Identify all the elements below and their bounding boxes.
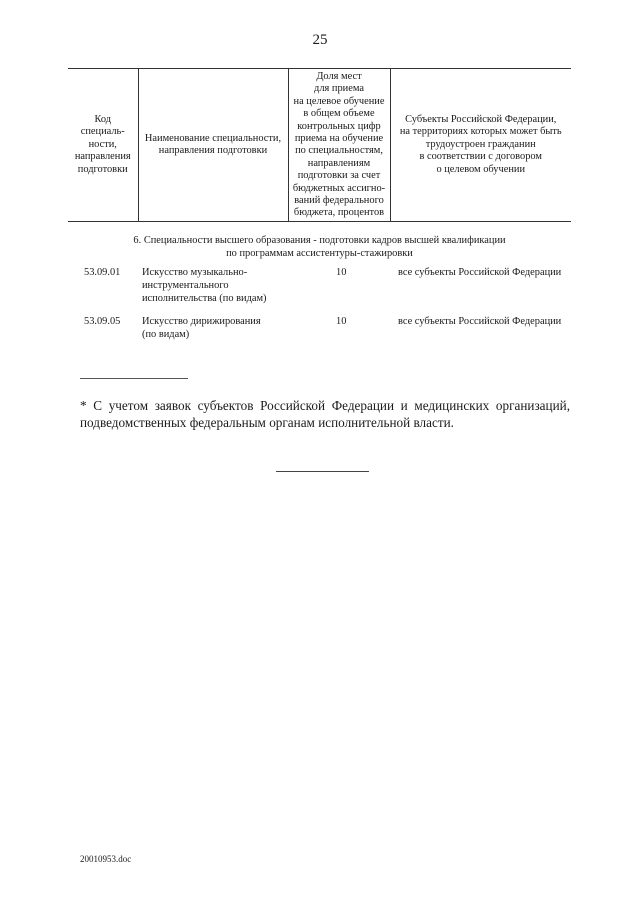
row-share: 10 [336, 315, 347, 327]
row-subjects: все субъекты Российской Федерации [398, 315, 562, 327]
section-heading: 6. Специальности высшего образования - подготовки кадров высшей квалификации по программам ассистентуры-стажировки [133, 234, 506, 259]
table-row [68, 266, 571, 315]
row-share: 10 [336, 266, 347, 278]
row-name: Искусство дирижирования (по видам) [142, 315, 261, 340]
header-share: Доля мест для приема на целевое обучение в общем объеме контрольных цифр приема на обучение по специальностям, направлениям подготовки за счет бюджетных ассигно- ваний федерального бюджета, процентов [288, 69, 390, 222]
footnote-divider [80, 378, 188, 379]
end-divider [276, 471, 369, 472]
row-subjects: все субъекты Российской Федерации [398, 266, 562, 278]
document-id: 20010953.doc [80, 854, 132, 864]
footnote [80, 397, 570, 431]
page-number: 25 [312, 32, 328, 48]
footnote-line-2: подведомственных федеральным органам исполнительной власти. [80, 415, 454, 430]
specialties-table [68, 68, 571, 341]
footnote-line-1: * С учетом заявок субъектов Российской Федерации и медицинских организаций, [80, 398, 570, 413]
row-code: 53.09.01 [84, 266, 121, 278]
row-name: Искусство музыкально- инструментального исполнительства (по видам) [142, 266, 267, 304]
table-row [68, 315, 571, 341]
header-subjects: Субъекты Российской Федерации, на территориях которых может быть трудоустроен гражданин в соответствии с договором о целевом обучении [390, 69, 571, 222]
header-code: Код специаль- ности, направления подготовки [68, 69, 138, 222]
section-row [68, 221, 571, 266]
row-code: 53.09.05 [84, 315, 121, 327]
header-name: Наименование специальности, направления подготовки [138, 69, 288, 222]
table-header-row [68, 69, 571, 222]
